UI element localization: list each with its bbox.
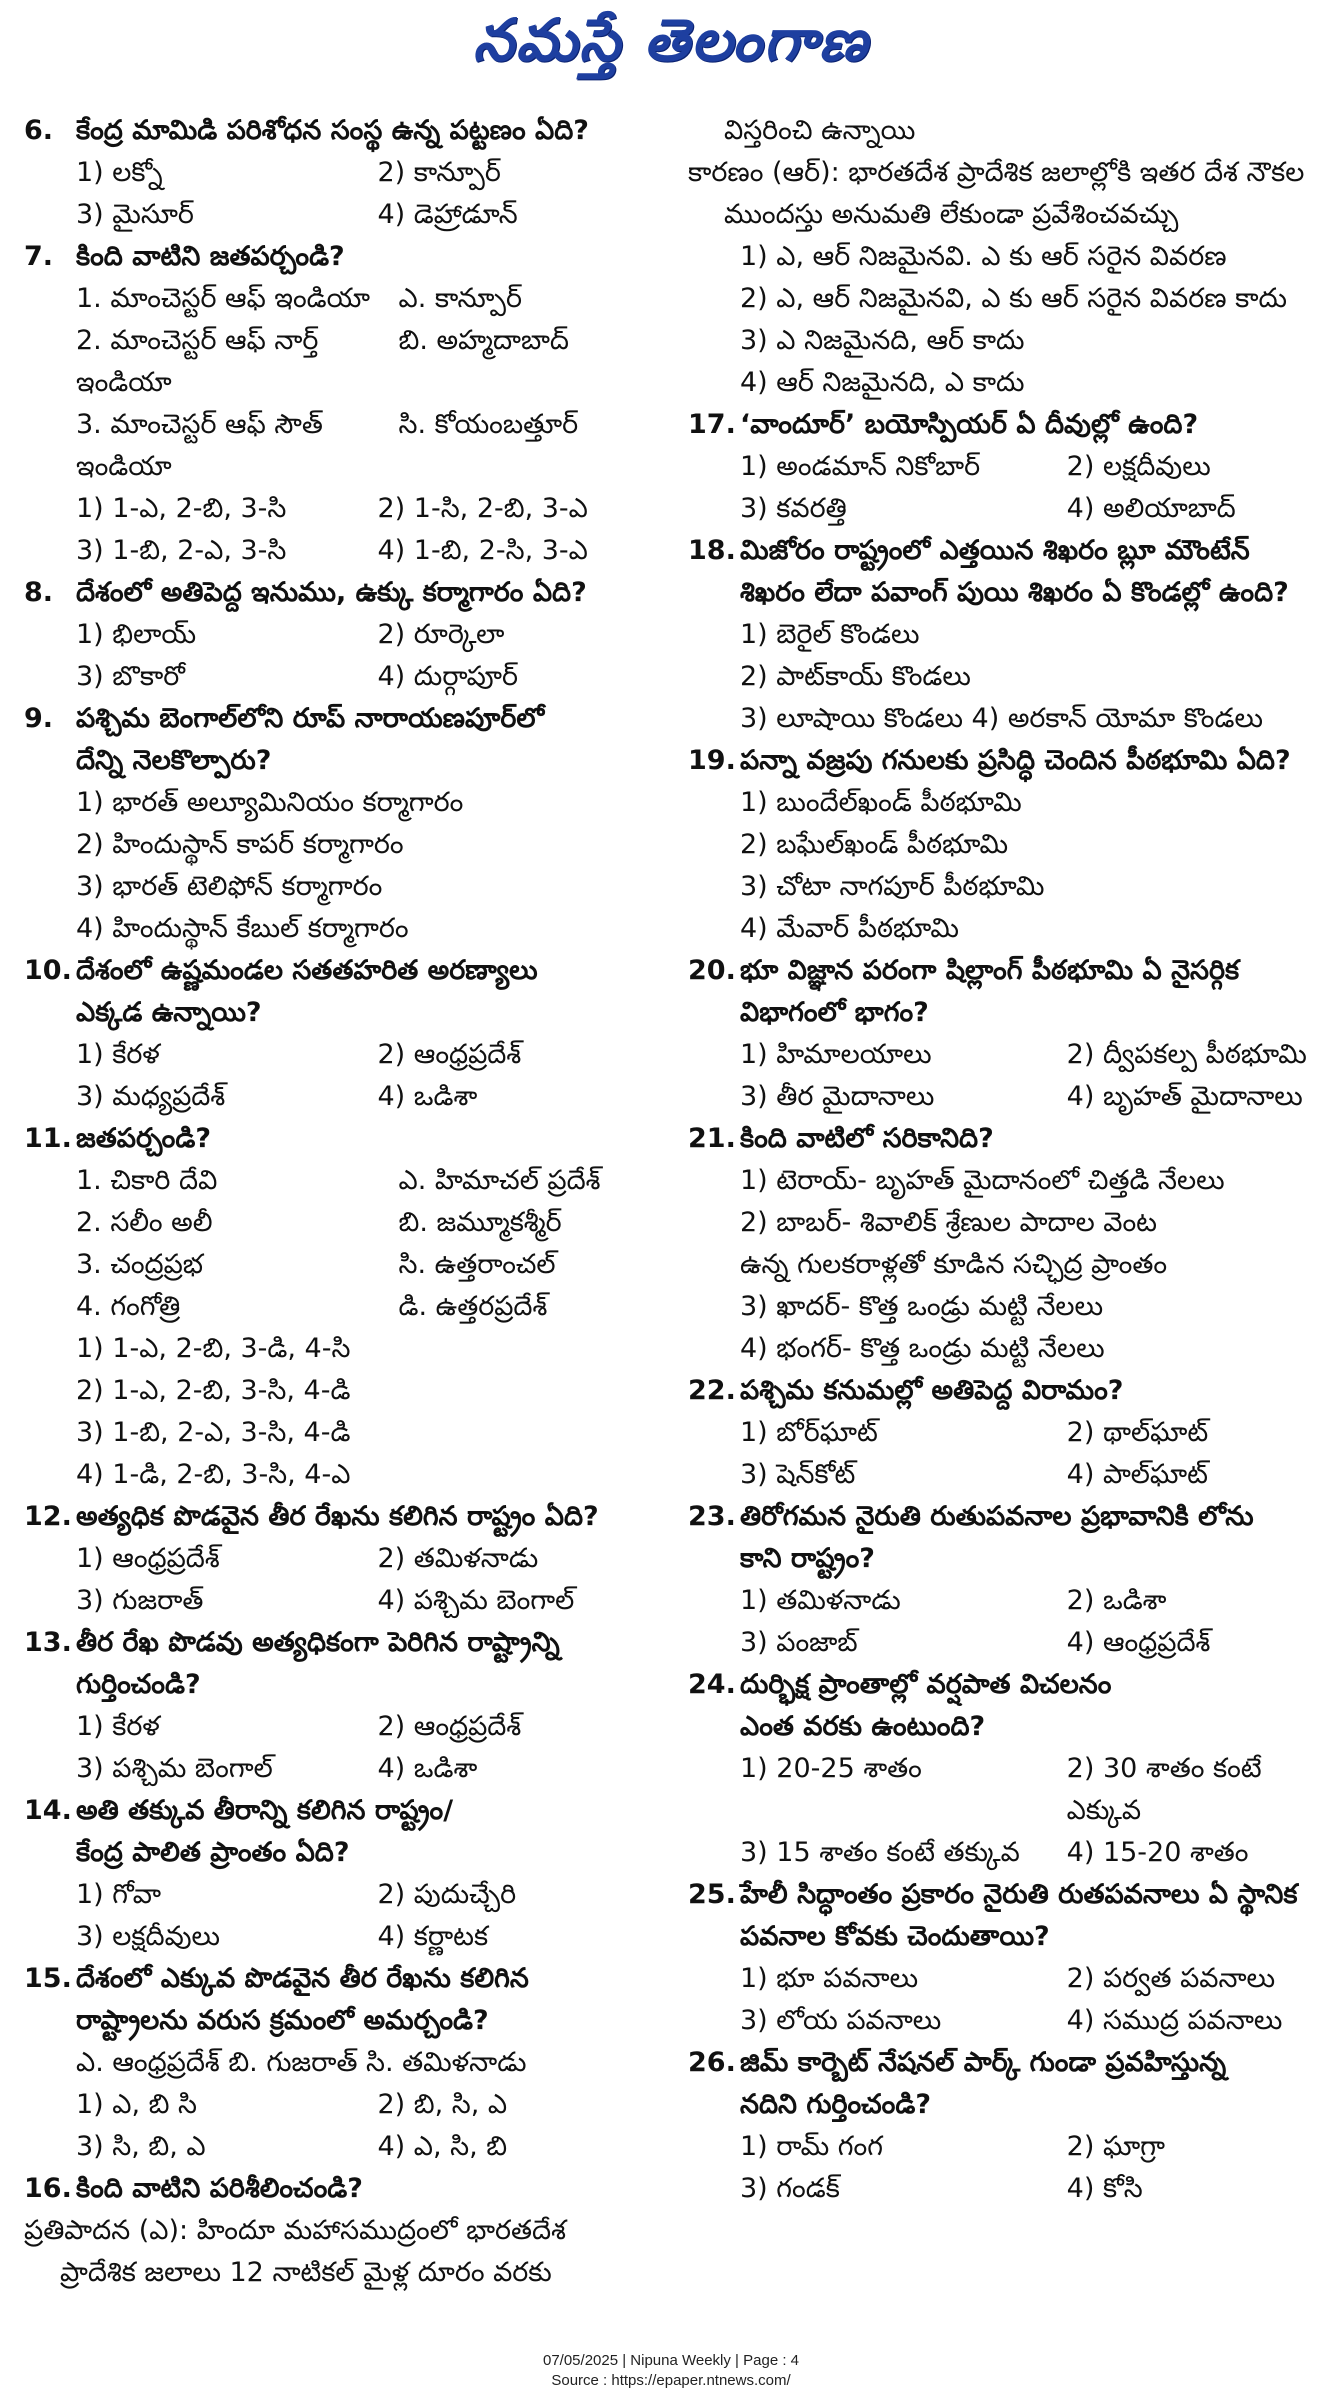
option-line: 2) 1-ఎ, 2-బి, 3-సి, 4-డి	[76, 1375, 351, 1406]
question-18: 18. మిజోరం రాష్ట్రంలో ఎత్తయిన శిఖరం బ్లూ మౌంటేన్	[688, 535, 1250, 566]
match-11: 1. చికారి దేవి ఎ. హిమాచల్ ప్రదేశ్ 2. సలీం అలీ బి. జమ్మూకశ్మీర్ 3. చంద్రప్రభ సి. ఉత్తరాంచల్ 4. గంగోత్రి డి. ఉత్తరప్రదేశ్	[76, 1165, 601, 1322]
option-line: 2) బాబర్- శివాలిక్ శ్రేణుల పాదాల వెంట	[740, 1207, 1158, 1238]
option-line: 2) పాట్‌కాయ్ కొండలు	[740, 661, 971, 692]
question-25: 25. హేలీ సిద్ధాంతం ప్రకారం నైరుతి రుతపవనాలు ఏ స్థానిక	[688, 1879, 1298, 1910]
options-26: 1) రామ్ గంగ 2) ఘాగ్రా 3) గండక్ 4) కోసి	[740, 2131, 1166, 2204]
question-7: 7. కింది వాటిని జతపర్చండి?	[24, 241, 345, 272]
statement-line: ఎ. ఆంధ్రప్రదేశ్ బి. గుజరాత్ సి. తమిళనాడు	[76, 2047, 527, 2078]
question-14: 14. అతి తక్కువ తీరాన్ని కలిగిన రాష్ట్రం/	[24, 1795, 454, 1826]
option-line: 1) బెరైల్ కొండలు	[740, 619, 920, 650]
options-7: 1) 1-ఎ, 2-బి, 3-సి 2) 1-సి, 2-బి, 3-ఎ 3) 1-బి, 2-ఎ, 3-సి 4) 1-బి, 2-సి, 3-ఎ	[76, 493, 588, 566]
option-line: 4) మేవార్ పీఠభూమి	[740, 913, 959, 944]
options-10: 1) కేరళ 2) ఆంధ్రప్రదేశ్ 3) మధ్యప్రదేశ్ 4) ఒడిశా	[76, 1039, 522, 1112]
match-7: 1. మాంచెస్టర్ ఆఫ్ ఇండియా ఎ. కాన్పూర్ 2. మాంచెస్టర్ ఆఫ్ నార్త్ ఇండియా బి. అహ్మదాబాద్ 3. మాంచెస్టర్ ఆఫ్ సౌత్ ఇండియా సి. కోయంబత్తూర్	[76, 283, 579, 482]
question-24-cont: ఎంత వరకు ఉంటుంది?	[740, 1711, 986, 1742]
options-15: 1) ఎ, బి సి 2) బి, సి, ఎ 3) సి, బి, ఎ 4) ఎ, సి, బి	[76, 2089, 508, 2162]
question-24: 24. దుర్భిక్ష ప్రాంతాల్లో వర్షపాత విచలనం	[688, 1669, 1112, 1700]
footer-source: Source : https://epaper.ntnews.com/	[551, 2372, 791, 2389]
question-9: 9. పశ్చిమ బెంగాల్‌లోని రూప్ నారాయణపూర్‌లో	[24, 703, 545, 734]
options-14: 1) గోవా 2) పుదుచ్చేరి 3) లక్షదీవులు 4) కర్ణాటక	[76, 1879, 517, 1952]
question-10-cont: ఎక్కడ ఉన్నాయి?	[76, 997, 262, 1028]
question-16: 16. కింది వాటిని పరిశీలించండి?	[24, 2173, 363, 2204]
question-11: 11. జతపర్చండి?	[24, 1123, 211, 1154]
option-line: 4) భంగర్- కొత్త ఒండ్రు మట్టి నేలలు	[740, 1333, 1105, 1364]
option-line: 2) ఎ, ఆర్ నిజమైనవి, ఎ కు ఆర్ సరైన వివరణ కాదు	[740, 283, 1287, 314]
option-line: 1) ఎ, ఆర్ నిజమైనవి. ఎ కు ఆర్ సరైన వివరణ	[740, 241, 1227, 272]
question-14-cont: కేంద్ర పాలిత ప్రాంతం ఏది?	[76, 1837, 350, 1868]
option-line: 1) భారత్ అల్యూమినియం కర్మాగారం	[76, 787, 464, 818]
question-8: 8. దేశంలో అతిపెద్ద ఇనుము, ఉక్కు కర్మాగారం ఏది?	[24, 577, 587, 608]
masthead	[0, 6, 1342, 86]
question-13: 13. తీర రేఖ పొడవు అత్యధికంగా పెరిగిన రాష్ట్రాన్ని గుర్తించండి?	[24, 1627, 560, 1700]
options-23: 1) తమిళనాడు 2) ఒడిశా 3) పంజాబ్ 4) ఆంధ్రప్రదేశ్	[740, 1585, 1211, 1658]
question-21: 21. కింది వాటిలో సరికానిది?	[688, 1123, 994, 1154]
assertion-line: విస్తరించి ఉన్నాయి	[724, 115, 916, 146]
options-24: 1) 20-25 శాతం 2) 30 శాతం కంటే ఎక్కువ 3) 15 శాతం కంటే తక్కువ 4) 15-20 శాతం	[740, 1753, 1262, 1868]
question-10: 10. దేశంలో ఉష్ణమండల సతతహరిత అరణ్యాలు	[24, 955, 538, 986]
option-line: 2) బఘేల్‌ఖండ్ పీఠభూమి	[740, 829, 1009, 860]
question-6: 6. కేంద్ర మామిడి పరిశోధన సంస్థ ఉన్న పట్టణం ఏది?	[24, 115, 589, 146]
options-6: 1) లక్నో 2) కాన్పూర్ 3) మైసూర్ 4) డెహ్రాడూన్	[76, 157, 518, 230]
question-23: 23. తిరోగమన నైరుతి రుతుపవనాల ప్రభావానికి లోను	[688, 1501, 1254, 1532]
option-line: 3) చోటా నాగపూర్ పీఠభూమి	[740, 871, 1045, 902]
right-column	[688, 110, 1328, 2210]
option-line: 3) భారత్ టెలిఫోన్ కర్మాగారం	[76, 871, 383, 902]
question-9-cont: దేన్ని నెలకొల్పారు?	[76, 745, 272, 776]
question-20-cont: విభాగంలో భాగం?	[740, 997, 929, 1028]
question-25-cont: పవనాల కోవకు చెందుతాయి?	[740, 1921, 1050, 1952]
option-line: 1) టెరాయ్- బృహత్ మైదానంలో చిత్తడి నేలలు	[740, 1165, 1225, 1196]
option-line: 3) ఎ నిజమైనది, ఆర్ కాదు	[740, 325, 1025, 356]
question-20: 20. భూ విజ్ఞాన పరంగా షిల్లాంగ్ పీఠభూమి ఏ నైసర్గిక	[688, 955, 1240, 986]
left-column	[24, 110, 679, 2294]
assertion-line: ప్రాదేశిక జలాలు 12 నాటికల్ మైళ్ల దూరం వరకు	[60, 2257, 552, 2288]
options-8: 1) భిలాయ్ 2) రూర్కెలా 3) బొకారో 4) దుర్గాపూర్	[76, 619, 519, 692]
question-15: 15. దేశంలో ఎక్కువ పొడవైన తీర రేఖను కలిగిన	[24, 1963, 529, 1994]
reason-line: ముందస్తు అనుమతి లేకుండా ప్రవేశించవచ్చు	[724, 199, 1179, 230]
options-20: 1) హిమాలయాలు 2) ద్వీపకల్ప పీఠభూమి 3) తీర మైదానాలు 4) బృహత్ మైదానాలు	[740, 1039, 1307, 1112]
option-line: 3) 1-బి, 2-ఎ, 3-సి, 4-డి	[76, 1417, 351, 1448]
option-line: ఉన్న గులకరాళ్లతో కూడిన సచ్ఛిద్ర ప్రాంతం	[740, 1249, 1168, 1280]
option-line: 4) 1-డి, 2-బి, 3-సి, 4-ఎ	[76, 1459, 351, 1490]
option-line: 1) 1-ఎ, 2-బి, 3-డి, 4-సి	[76, 1333, 351, 1364]
options-17: 1) అండమాన్ నికోబార్ 2) లక్షదీవులు 3) కవరత్తి 4) అలియాబాద్	[740, 451, 1236, 524]
options-12: 1) ఆంధ్రప్రదేశ్ 2) తమిళనాడు 3) గుజరాత్ 4) పశ్చిమ బెంగాల్	[76, 1543, 575, 1616]
option-line: 2) హిందుస్థాన్ కాపర్ కర్మాగారం	[76, 829, 404, 860]
option-line: 4) హిందుస్థాన్ కేబుల్ కర్మాగారం	[76, 913, 409, 944]
footer-date-page: 07/05/2025 | Nipuna Weekly | Page : 4	[542, 2352, 800, 2369]
masthead-title: నమస్తే తెలంగాణ	[473, 6, 869, 74]
option-line: 3) ఖాదర్- కొత్త ఒండ్రు మట్టి నేలలు	[740, 1291, 1104, 1322]
option-line: 1) బుందేల్‌ఖండ్ పీఠభూమి	[740, 787, 1022, 818]
question-22: 22. పశ్చిమ కనుమల్లో అతిపెద్ద విరామం?	[688, 1375, 1124, 1406]
question-26-cont: నదిని గుర్తించండి?	[740, 2089, 932, 2120]
options-22: 1) బోర్‌ఘాట్ 2) థాల్‌ఘాట్ 3) షెన్‌కోట్ 4) పాల్‌ఘాట్	[740, 1417, 1209, 1490]
question-26: 26. జిమ్ కార్బెట్ నేషనల్ పార్క్ గుండా ప్రవహిస్తున్న	[688, 2047, 1227, 2078]
question-18-cont: శిఖరం లేదా పవాంగ్ పుయి శిఖరం ఏ కొండల్లో ఉంది?	[740, 577, 1289, 608]
reason-line: కారణం (ఆర్): భారతదేశ ప్రాదేశిక జలాల్లోకి ఇతర దేశ నౌకల	[688, 157, 1305, 188]
assertion-line: ప్రతిపాదన (ఎ): హిందూ మహాసముద్రంలో భారతదేశ	[24, 2215, 566, 2246]
options-25: 1) భూ పవనాలు 2) పర్వత పవనాలు 3) లోయ పవనాలు 4) సముద్ర పవనాలు	[740, 1963, 1283, 2036]
question-17: 17. ‘వాందూర్’ బయోస్పియర్ ఏ దీవుల్లో ఉంది?	[688, 409, 1199, 440]
question-23-cont: కాని రాష్ట్రం?	[740, 1543, 875, 1574]
options-13: 1) కేరళ 2) ఆంధ్రప్రదేశ్ 3) పశ్చిమ బెంగాల్ 4) ఒడిశా	[76, 1711, 522, 1784]
option-line: 4) ఆర్ నిజమైనది, ఎ కాదు	[740, 367, 1025, 398]
question-19: 19. పన్నా వజ్రపు గనులకు ప్రసిద్ధి చెందిన పీఠభూమి ఏది?	[688, 745, 1291, 776]
option-line: 3) లూషాయి కొండలు 4) అరకాన్ యోమా కొండలు	[740, 703, 1263, 734]
question-12: 12. అత్యధిక పొడవైన తీర రేఖను కలిగిన రాష్ట్రం ఏది?	[24, 1501, 599, 1532]
question-15-cont: రాష్ట్రాలను వరుస క్రమంలో అమర్చండి?	[76, 2005, 489, 2036]
